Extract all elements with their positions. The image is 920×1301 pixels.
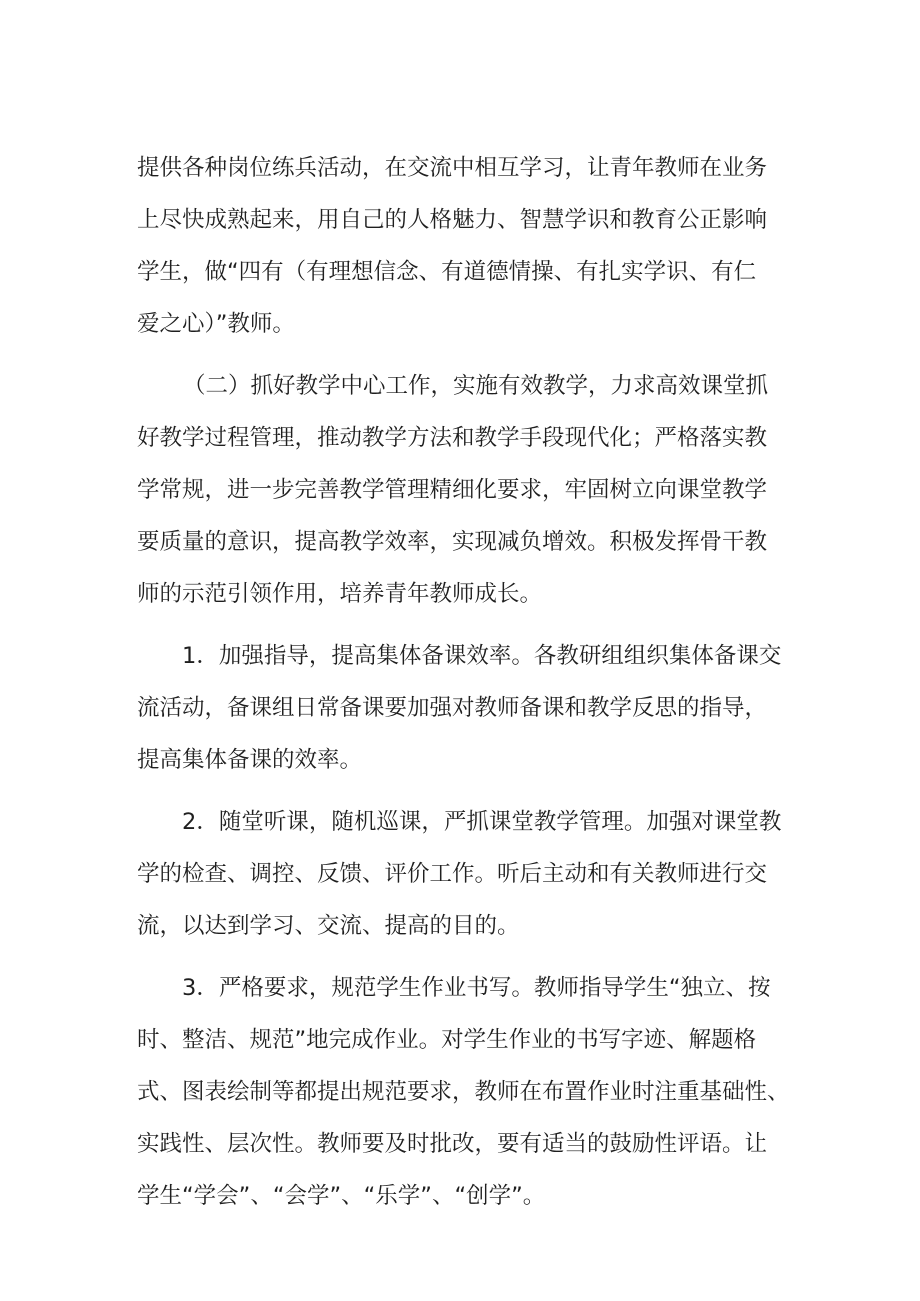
paragraph-line: 1．加强指导，提高集体备课效率。各教研组组织集体备课交 xyxy=(182,643,782,669)
paragraph-line: 提高集体备课的效率。 xyxy=(137,747,363,773)
paragraph-line: 爱之心）”教师。 xyxy=(137,311,295,337)
paragraph-line: 实践性、层次性。教师要及时批改，要有适当的鼓励性评语。让 xyxy=(137,1131,768,1157)
paragraph-line: 学常规，进一步完善教学管理精细化要求，牢固树立向课堂教学 xyxy=(137,477,768,503)
paragraph-5 xyxy=(137,975,790,1209)
paragraph-4 xyxy=(137,810,787,938)
paragraph-3 xyxy=(137,644,787,772)
paragraph-line: 师的示范引领作用，培养青年教师成长。 xyxy=(137,581,543,607)
paragraph-line: 上尽快成熟起来，用自己的人格魅力、智慧学识和教育公正影响 xyxy=(137,207,768,233)
paragraph-line: 3．严格要求，规范学生作业书写。教师指导学生“独立、按 xyxy=(182,975,771,1001)
paragraph-line: 时、整洁、规范”地完成作业。对学生作业的书写字迹、解题格 xyxy=(137,1027,757,1053)
paragraph-line: 式、图表绘制等都提出规范要求，教师在布置作业时注重基础性、 xyxy=(137,1079,790,1105)
paragraph-line: （二）抓好教学中心工作，实施有效教学，力求高效课堂抓 xyxy=(183,373,769,399)
paragraph-2 xyxy=(137,374,787,606)
paragraph-1 xyxy=(137,156,787,336)
paragraph-line: 学生，做“四有（有理想信念、有道德情操、有扎实学识、有仁 xyxy=(137,259,757,285)
document-body xyxy=(137,155,790,1209)
paragraph-line: 学的检查、调控、反馈、评价工作。听后主动和有关教师进行交 xyxy=(137,861,768,887)
paragraph-line: 流，以达到学习、交流、提高的目的。 xyxy=(137,913,520,939)
paragraph-line: 学生“学会”、“会学”、“乐学”、“创学”。 xyxy=(137,1183,546,1209)
paragraph-line: 提供各种岗位练兵活动，在交流中相互学习，让青年教师在业务 xyxy=(137,155,768,181)
paragraph-line: 好教学过程管理，推动教学方法和教学手段现代化；严格落实教 xyxy=(137,425,768,451)
paragraph-line: 流活动，备课组日常备课要加强对教师备课和教学反思的指导， xyxy=(137,695,768,721)
paragraph-line: 2．随堂听课，随机巡课，严抓课堂教学管理。加强对课堂教 xyxy=(182,809,782,835)
paragraph-line: 要质量的意识，提高教学效率，实现减负增效。积极发挥骨干教 xyxy=(137,529,768,555)
